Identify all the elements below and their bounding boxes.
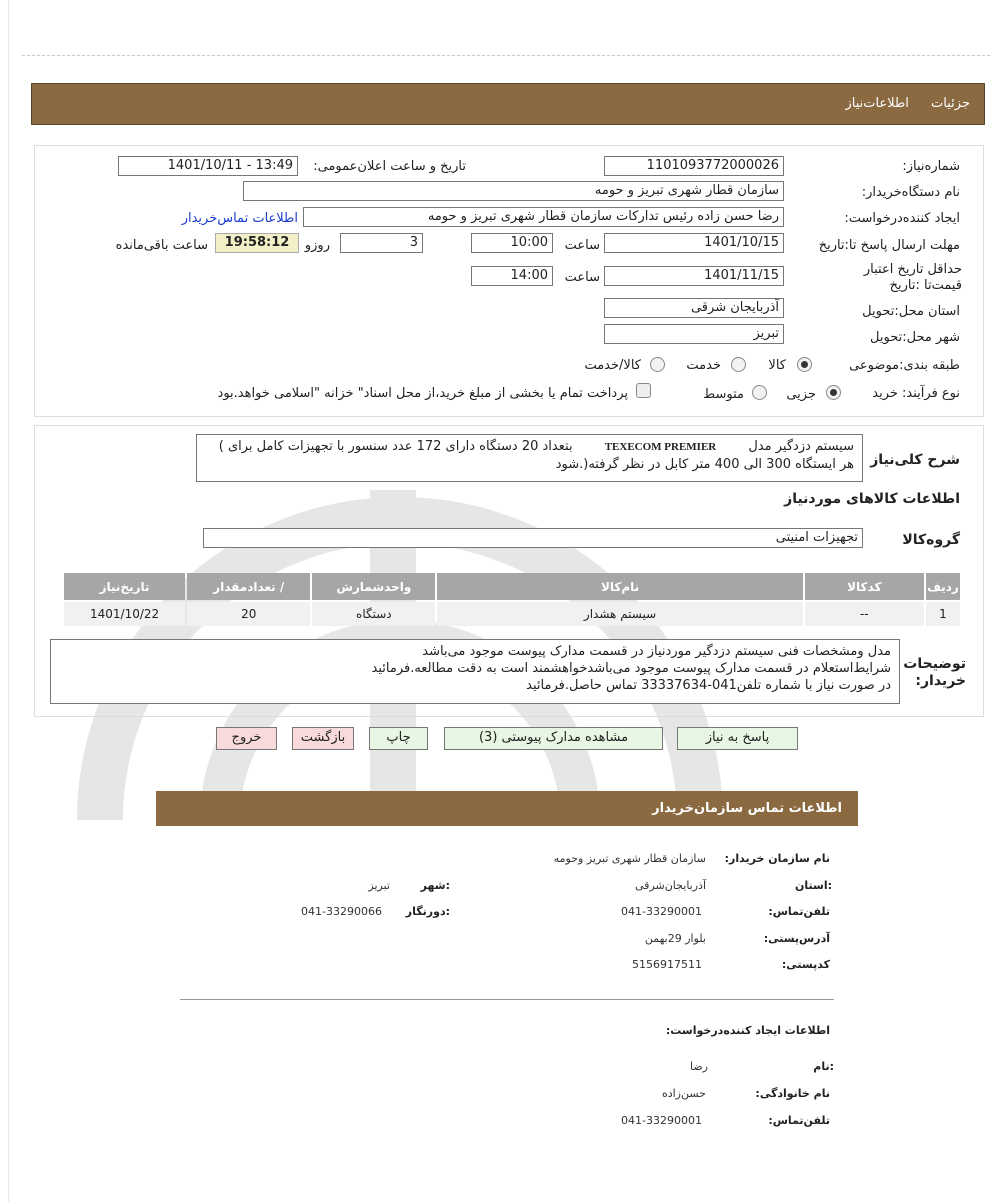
- print-button[interactable]: چاپ: [369, 727, 428, 750]
- category-goods-label: کالا: [768, 358, 786, 373]
- remaining-timer: 19:58:12: [215, 233, 299, 253]
- validity-label: حداقل تاریخ اعتبار قیمت‌تا :تاریخ: [863, 262, 962, 293]
- contact-address-label: آدرس‌پستی:: [763, 932, 830, 945]
- creator-field: رضا حسن زاده رئیس تدارکات سازمان قطار شهری تبریز و حومه: [303, 207, 784, 227]
- contact-address-value: بلوار 29بهمن: [644, 932, 706, 945]
- province-label: استان محل:تحویل: [862, 304, 960, 319]
- buyer-org-label: نام دستگاه‌خریدار:: [861, 185, 960, 200]
- back-button[interactable]: بازگشت: [292, 727, 354, 750]
- remaining-label: ساعت باقی‌مانده: [115, 238, 208, 253]
- summary-line-2: هر ایستگاه 300 الی 400 متر کابل در نظر گرفته(.شود: [555, 457, 854, 472]
- category-service-radio[interactable]: [731, 357, 746, 372]
- tab-details[interactable]: جزئیات: [931, 96, 970, 111]
- summary-box: [196, 434, 863, 482]
- category-label: طبقه بندی:موضوعی: [849, 358, 960, 373]
- validity-time-field: 14:00: [471, 266, 553, 286]
- deadline-date-field: 1401/10/15: [604, 233, 784, 253]
- category-both-radio[interactable]: [650, 357, 665, 372]
- category-goods-radio[interactable]: [797, 357, 812, 372]
- city-label: شهر محل:تحویل: [870, 330, 960, 345]
- attachments-button[interactable]: مشاهده مدارک پیوستی (3): [444, 727, 663, 750]
- process-minor-radio[interactable]: [826, 385, 841, 400]
- notes-line-2: شرایط‌استعلام در قسمت مدارک پیوست موجود می‌باشدخواهشمند است به دقت مطالعه.فرمائید: [371, 661, 891, 676]
- contact-fax-label: :دورنگار: [405, 905, 450, 918]
- contact-city-label: :شهر: [420, 879, 450, 892]
- need-number-label: شماره‌نیاز:: [902, 159, 960, 174]
- process-label: نوع فرآیند: خرید: [872, 386, 960, 401]
- category-both-label: کالا/خدمت: [584, 358, 641, 373]
- contact-postal-value: 5156917511: [632, 958, 702, 971]
- cell-name: سیستم هشدار: [437, 602, 802, 626]
- deadline-label: مهلت ارسال پاسخ تا:تاریخ: [818, 238, 960, 253]
- contact-fax-value: 041-33290066: [301, 905, 382, 918]
- col-name: نام‌کالا: [437, 573, 802, 600]
- process-minor-label: جزیی: [786, 387, 816, 402]
- cell-qty: 20: [187, 602, 310, 626]
- contact-city-value: تبریز: [368, 879, 390, 892]
- creator-name-label: :نام: [813, 1060, 834, 1073]
- col-row: ردیف: [926, 573, 960, 600]
- goods-table-header: [64, 573, 960, 600]
- col-unit: واحدشمارش: [312, 573, 435, 600]
- contact-province-label: :استان: [795, 879, 832, 892]
- creator-section-title: اطلاعات ایجاد کننده‌درخواست:: [665, 1024, 830, 1037]
- creator-phone-value: 041-33290001: [621, 1114, 702, 1127]
- contact-section-title: اطلاعات تماس سازمان‌خریدار: [156, 791, 858, 826]
- validity-time-label: ساعت: [564, 270, 600, 285]
- province-field: آذربایجان شرقی: [604, 298, 784, 318]
- buyer-contact-link[interactable]: اطلاعات تماس‌خریدار: [181, 211, 298, 226]
- city-field: تبریز: [604, 324, 784, 344]
- cell-row: 1: [926, 602, 960, 626]
- creator-label: ایجاد کننده‌درخواست:: [844, 211, 960, 226]
- creator-name-value: رضا: [689, 1060, 708, 1073]
- goods-info-title: اطلاعات کالاهای موردنیاز: [784, 491, 960, 507]
- deadline-time-field: 10:00: [471, 233, 553, 253]
- cell-unit: دستگاه: [312, 602, 435, 626]
- contact-province-value: آذربایجان‌شرقی: [635, 879, 706, 892]
- notes-line-1: مدل ومشخصات فنی سیستم دزدگیر موردنیاز در قسمت مدارک پیوست موجود می‌باشد: [422, 644, 891, 659]
- process-medium-label: متوسط: [703, 387, 744, 402]
- goods-group-label: گروه‌کالا: [902, 532, 960, 548]
- goods-table: [62, 571, 962, 628]
- cell-date: 1401/10/22: [64, 602, 185, 626]
- cell-code: --: [805, 602, 924, 626]
- reply-button[interactable]: پاسخ به نیاز: [677, 727, 798, 750]
- creator-family-label: نام خانوادگی:: [755, 1087, 830, 1100]
- header-bar: [31, 83, 985, 125]
- treasury-payment-label: پرداخت تمام یا بخشی از مبلغ خرید،از محل اسناد" خزانه "اسلامی خواهد.بود: [217, 386, 628, 401]
- summary-brand: TEXECOM PREMIER: [604, 441, 717, 453]
- top-divider: [22, 55, 990, 56]
- contact-phone-label: تلفن‌تماس:: [768, 905, 830, 918]
- creator-family-value: حسن‌زاده: [661, 1087, 706, 1100]
- col-code: کدکالا: [805, 573, 924, 600]
- table-row: [64, 602, 960, 626]
- buyer-notes-box: [50, 639, 900, 704]
- contact-divider: [180, 999, 834, 1000]
- col-date: تاریخ‌نیاز: [64, 573, 185, 600]
- summary-line-1: سیستم دزدگیر مدل TEXECOM PREMIER بتعداد 20 دستگاه دارای 172 عدد سنسور با تجهیزات کامل برای ): [218, 439, 854, 454]
- announce-field: 1401/10/11 - 13:49: [118, 156, 298, 176]
- contact-postal-label: کد‌پستی:: [781, 958, 830, 971]
- tab-need-info[interactable]: اطلاعات‌نیاز: [845, 96, 909, 111]
- buyer-org-field: سازمان قطار شهری تبریز و حومه: [243, 181, 784, 201]
- summary-label: شرح کلی‌نیاز: [870, 452, 960, 468]
- need-number-field: 1101093772000026: [604, 156, 784, 176]
- validity-date-field: 1401/11/15: [604, 266, 784, 286]
- page-left-border: [8, 0, 9, 1202]
- deadline-time-label: ساعت: [564, 238, 600, 253]
- treasury-payment-checkbox[interactable]: [636, 383, 651, 398]
- goods-group-field: تجهیزات امنیتی: [203, 528, 863, 548]
- buyer-notes-label: توضیحات خریدار:: [903, 656, 966, 689]
- exit-button[interactable]: خروج: [216, 727, 277, 750]
- col-qty: / تعدادمقدار: [187, 573, 310, 600]
- contact-phone-value: 041-33290001: [621, 905, 702, 918]
- process-medium-radio[interactable]: [752, 385, 767, 400]
- contact-org-value: سازمان قطار شهری تبریز وحومه: [553, 852, 706, 865]
- days-label: روزو: [304, 238, 330, 253]
- announce-label: تاریخ و ساعت اعلان‌عمومی:: [313, 159, 466, 174]
- days-field: 3: [340, 233, 423, 253]
- creator-phone-label: تلفن‌تماس:: [768, 1114, 830, 1127]
- category-service-label: خدمت: [686, 358, 721, 373]
- contact-org-label: نام سازمان‌ خریدار:: [724, 852, 830, 865]
- notes-line-3: در صورت نیاز با شماره تلفن041-33337634 تماس حاصل.فرمائید: [526, 678, 891, 693]
